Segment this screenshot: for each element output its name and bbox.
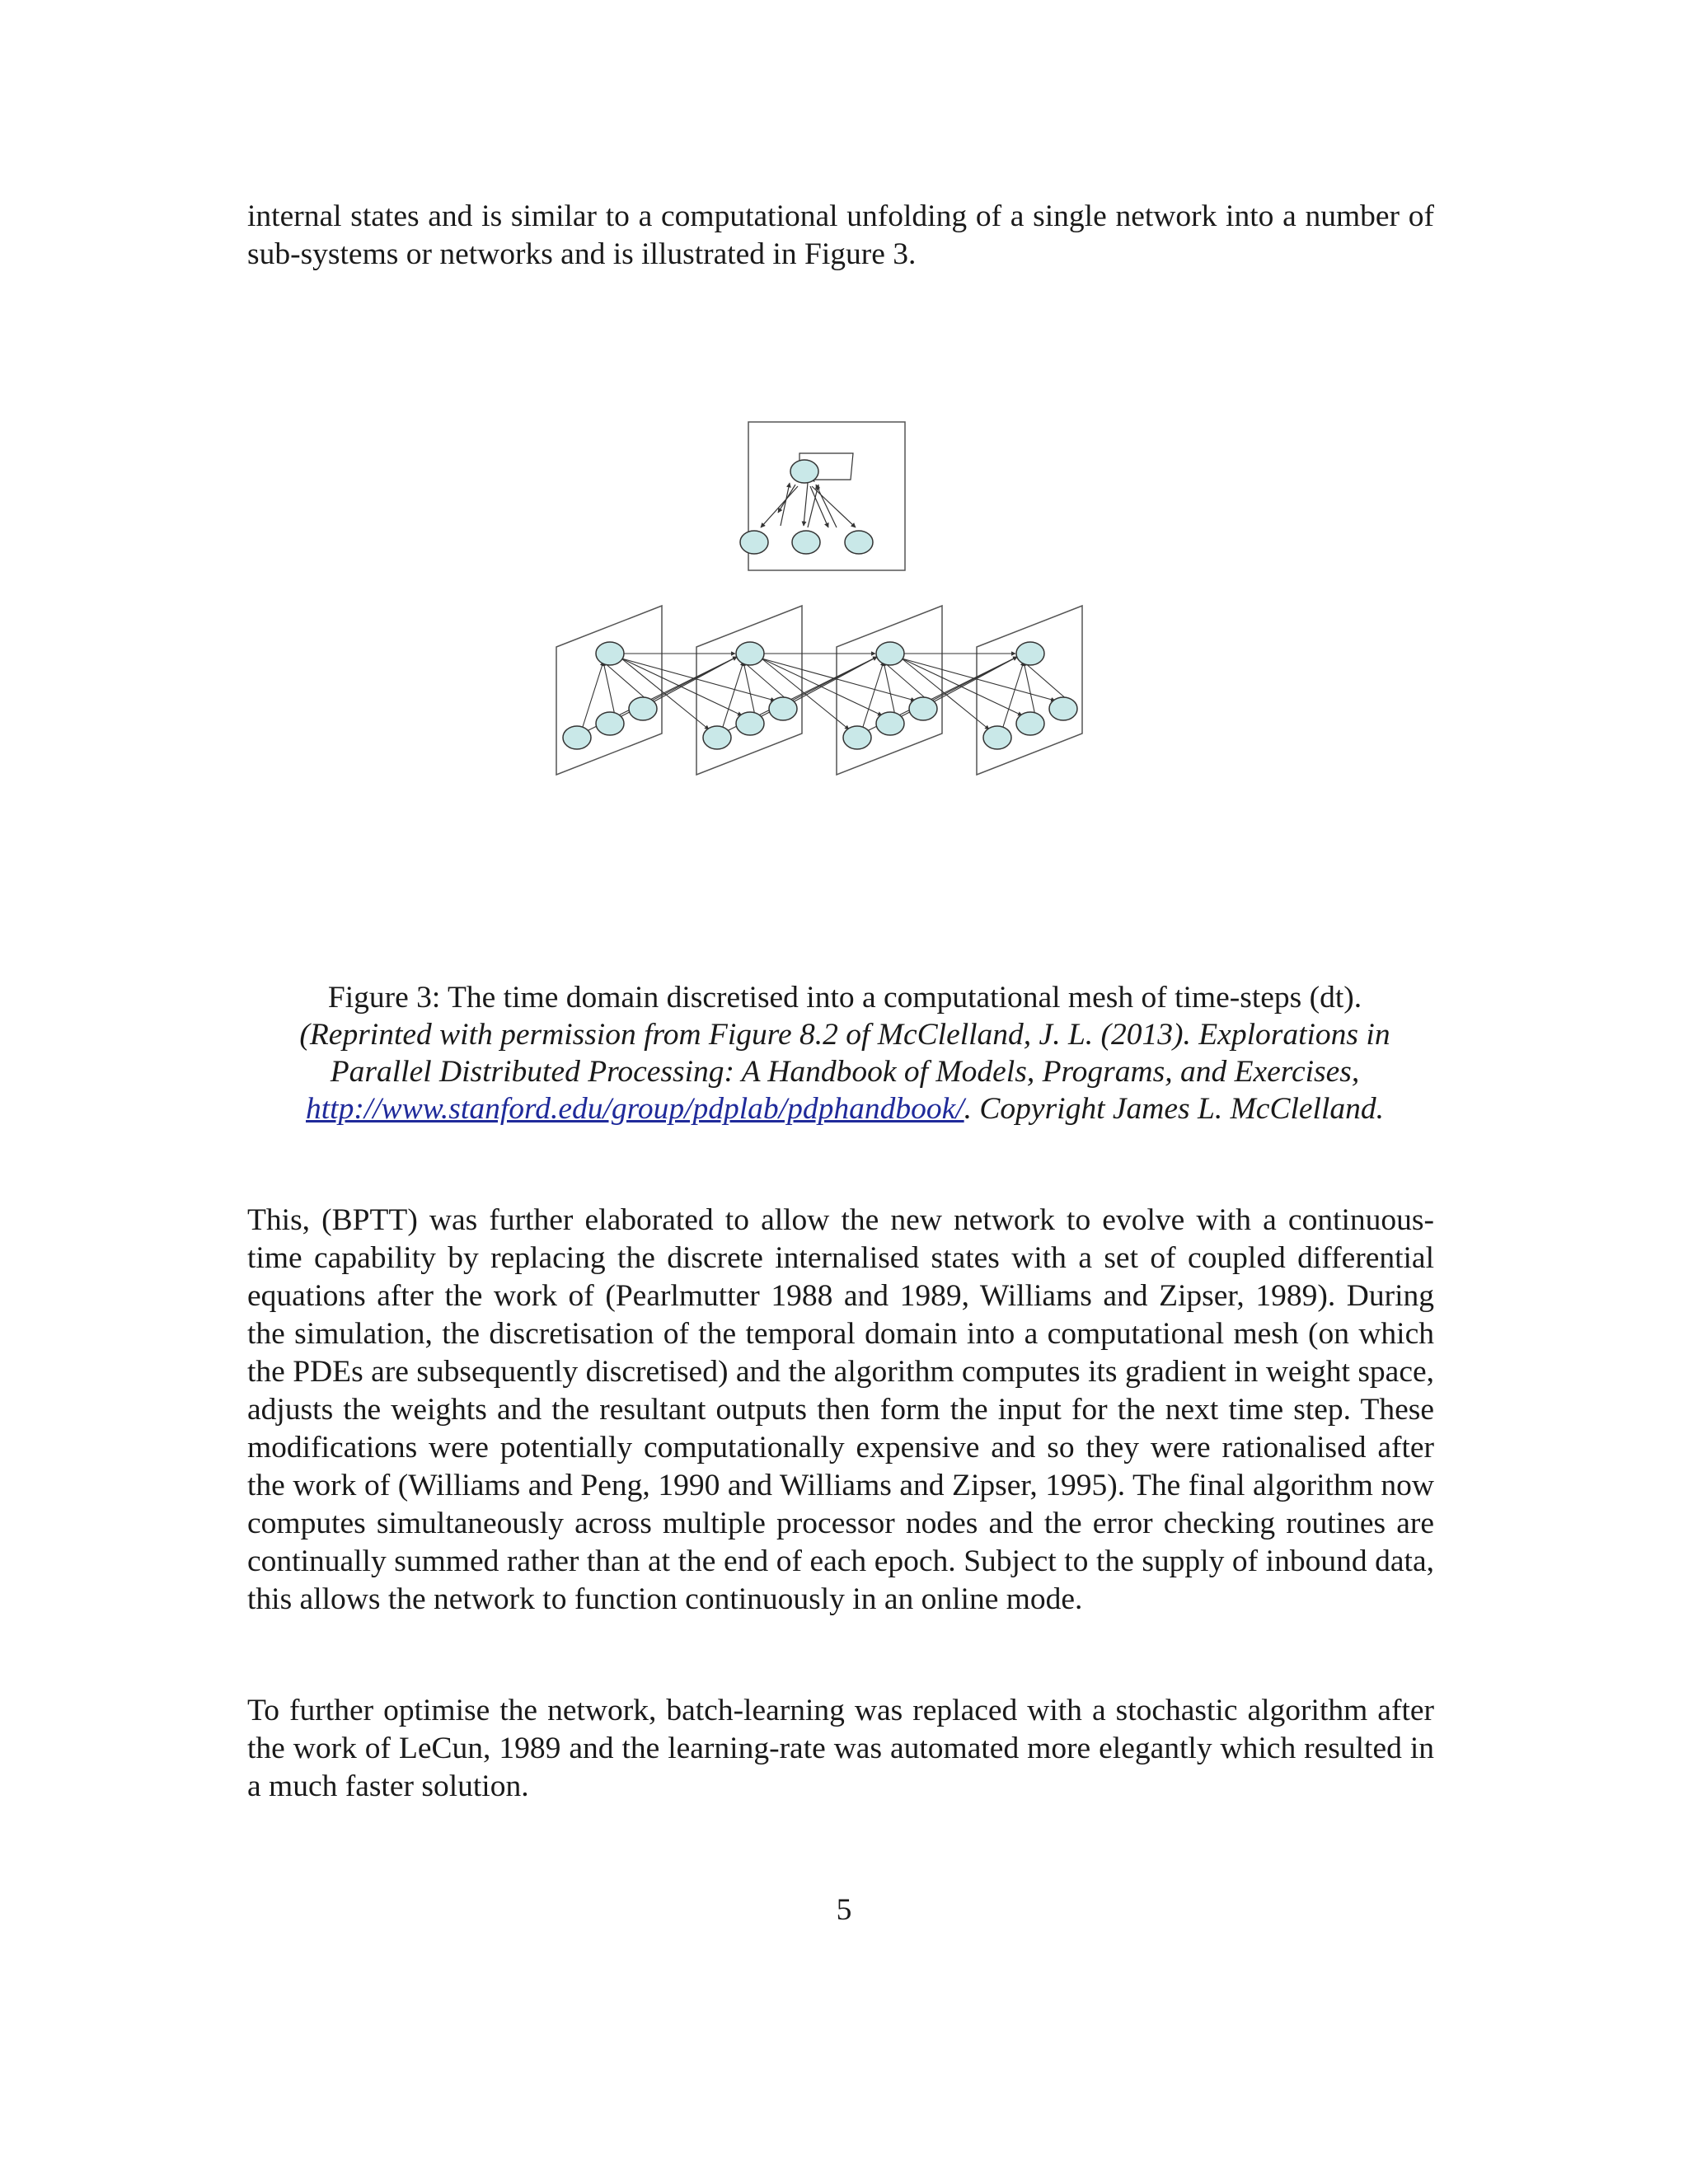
network-node [596,642,624,665]
figure-3-network-unfolding [528,404,1104,799]
network-node [843,726,871,749]
unfolded-network-diagram [528,404,1104,799]
caption-book-title: Parallel Distributed Processing: A Handbook of Models, Programs, and Exercises, [330,1055,1360,1089]
network-node [909,697,937,720]
caption-reprint-line: (Reprinted with permission from Figure 8.2 of McClelland, J. L. (2013). Explorations in [299,1018,1390,1052]
pdp-handbook-link[interactable]: http://www.stanford.edu/group/pdplab/pdphandbook/ [306,1092,964,1126]
connection-arrow [761,486,798,527]
paragraph-optimise: To further optimise the network, batch-learning was replaced with a stochastic algorithm after the work of LeCun, 1989 and the learning-rate was automated more elegantly which resulted in a much faster solution. [247,1694,1434,1803]
network-node [596,712,624,735]
network-node [563,726,591,749]
network-node [740,531,768,554]
connection-arrow [808,485,818,527]
caption-title: Figure 3: The time domain discretised into a computational mesh of time-steps (dt). [327,981,1362,1015]
caption-copyright: . Copyright James L. McClelland. [964,1092,1384,1126]
paragraph-intro: internal states and is similar to a computational unfolding of a single network into a number of sub-systems or networks and is illustrated in Figure 3. [247,199,1434,271]
network-node [983,726,1011,749]
network-node [845,531,873,554]
network-node [790,460,818,483]
network-node [703,726,731,749]
network-node [1049,697,1077,720]
paragraph-bptt: This, (BPTT) was further elaborated to allow the new network to evolve with a continuous-time capability by replacing the discrete internalised states with a set of coupled differential equations after the work of (Pearlmutter 1988 and 1989, Williams and Zipser, 1989). During the simulation, the discretisation of the temporal domain into a computational mesh (on which the PDEs are subsequently discretised) and the algorithm computes its gradient in weight space, adjusts the weights and the resultant outputs then form the input for the next time step. These modifications were potentially computationally expensive and so they were rationalised after the work of (Williams and Peng, 1990 and Williams and Zipser, 1995). The final algorithm now computes simultaneously across multiple processor nodes and the error checking routines are continually summed rather than at the end of each epoch. Subject to the supply of inbound data, this allows the network to function continuously in an online mode. [247,1203,1434,1616]
network-node [876,712,904,735]
time-step-panels [556,606,1082,775]
figure-caption [198,979,1492,1127]
network-node [629,697,657,720]
page-number: 5 [836,1893,852,1927]
time-step-connections [582,654,1068,731]
network-node [1016,712,1044,735]
network-node [736,712,764,735]
caption-source-line [198,1090,1492,1127]
network-node [736,642,764,665]
recurrent-network-box [748,422,905,570]
network-node [792,531,820,554]
time-step-nodes [563,642,1077,749]
network-node [1016,642,1044,665]
network-node [769,697,797,720]
network-node [876,642,904,665]
connection-arrow [804,483,808,526]
